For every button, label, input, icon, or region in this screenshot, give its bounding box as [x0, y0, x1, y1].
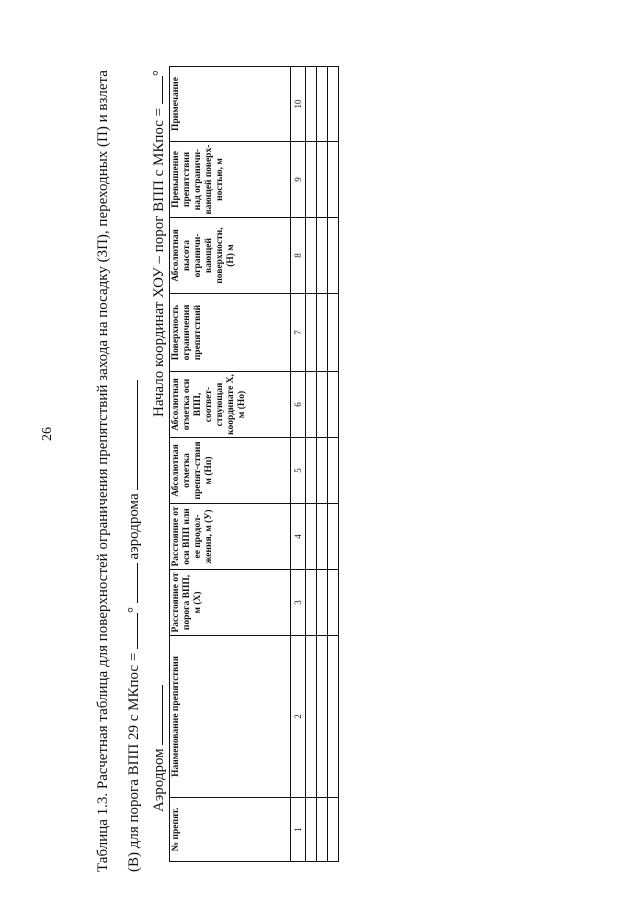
- table-cell[interactable]: [306, 636, 317, 798]
- table-cell[interactable]: [328, 67, 339, 142]
- column-number: 3: [291, 570, 306, 636]
- table-cell[interactable]: [317, 636, 328, 798]
- column-number: 10: [291, 67, 306, 142]
- table-row: [306, 67, 317, 862]
- column-number: 1: [291, 798, 306, 862]
- header-runway-axis-elevation: Абсолютная отметка оси ВПП, соответ-ствующая координате Х, м (Но): [170, 372, 291, 438]
- table-cell[interactable]: [317, 218, 328, 294]
- table-title-line-1: Таблица 1.3. Расчетная таблица для поверхностей ограничения препятствий захода на посадку (ЗП), переходных (П) и взлета: [95, 70, 111, 872]
- title-line-2-suffix: аэродрома: [126, 493, 142, 560]
- table-cell[interactable]: [306, 798, 317, 862]
- table-cell[interactable]: [328, 570, 339, 636]
- mk-landing-blank: [123, 613, 138, 649]
- aerodrome-name-blank: [123, 380, 138, 490]
- table-row: [328, 67, 339, 862]
- table-cell[interactable]: [328, 504, 339, 570]
- coordinate-origin-label: Начало координат ХОУ – порог ВПП с МКпос =: [151, 107, 167, 417]
- column-number: 4: [291, 504, 306, 570]
- header-obstacle-elevation: Абсолютная отметка препят-ствия м (Нп): [170, 438, 291, 504]
- table-cell[interactable]: [328, 372, 339, 438]
- coordinate-degree-sign: °: [151, 70, 167, 77]
- table-cell[interactable]: [317, 372, 328, 438]
- table-cell[interactable]: [306, 294, 317, 372]
- table-cell[interactable]: [317, 142, 328, 218]
- header-limitation-surface: Поверхность ограничения препятствий: [170, 294, 291, 372]
- table-cell[interactable]: [317, 504, 328, 570]
- table-cell[interactable]: [328, 438, 339, 504]
- rotated-sheet: [95, 12, 325, 892]
- header-distance-from-threshold: Расстояние от порога ВПП, м (Х): [170, 570, 291, 636]
- table-cell[interactable]: [317, 798, 328, 862]
- header-note: Примечание: [170, 67, 291, 142]
- table-cell[interactable]: [306, 142, 317, 218]
- title-line-2-prefix: (В) для порога ВПП 29 с МКпос =: [126, 652, 142, 872]
- table-cell[interactable]: [306, 372, 317, 438]
- header-row: [170, 67, 291, 862]
- table-cell[interactable]: [306, 218, 317, 294]
- table-cell[interactable]: [317, 570, 328, 636]
- table-row: [317, 67, 328, 862]
- column-number: 7: [291, 294, 306, 372]
- coordinate-mk-blank: [148, 76, 163, 104]
- table-cell[interactable]: [317, 294, 328, 372]
- column-number-row: [291, 67, 306, 862]
- aerodrome-name-blank-short: [123, 563, 138, 603]
- table-cell[interactable]: [306, 570, 317, 636]
- header-obstacle-number: № препят.: [170, 798, 291, 862]
- table-cell[interactable]: [306, 438, 317, 504]
- column-number: 6: [291, 372, 306, 438]
- header-obstacle-name: Наименование препятствия: [170, 636, 291, 798]
- table-cell[interactable]: [328, 218, 339, 294]
- column-number: 5: [291, 438, 306, 504]
- table-cell[interactable]: [328, 798, 339, 862]
- column-number: 2: [291, 636, 306, 798]
- table-title-line-2: [123, 380, 143, 872]
- coordinate-origin-line: [148, 70, 168, 417]
- page-number: 26: [40, 427, 55, 441]
- column-number: 9: [291, 142, 306, 218]
- table-cell[interactable]: [306, 67, 317, 142]
- table-cell[interactable]: [306, 504, 317, 570]
- table-cell[interactable]: [317, 438, 328, 504]
- table-cell[interactable]: [328, 636, 339, 798]
- aerodrome-line: [148, 685, 168, 812]
- header-distance-from-axis: Расстояние от оси ВПП или ее продол-жения, м (У): [170, 504, 291, 570]
- column-number: 8: [291, 218, 306, 294]
- table-cell[interactable]: [317, 67, 328, 142]
- degree-sign: °: [126, 606, 142, 613]
- aerodrome-label: Аэродром: [151, 748, 167, 812]
- calculation-table: [169, 66, 339, 862]
- table-cell[interactable]: [328, 294, 339, 372]
- header-surface-height: Абсолютная высота ограничи-вающей поверхности, (Н) м: [170, 218, 291, 294]
- aerodrome-blank: [148, 685, 163, 745]
- header-excess: Превышение препятствия над ограничи-вающей поверх-ностью, м: [170, 142, 291, 218]
- table-cell[interactable]: [328, 142, 339, 218]
